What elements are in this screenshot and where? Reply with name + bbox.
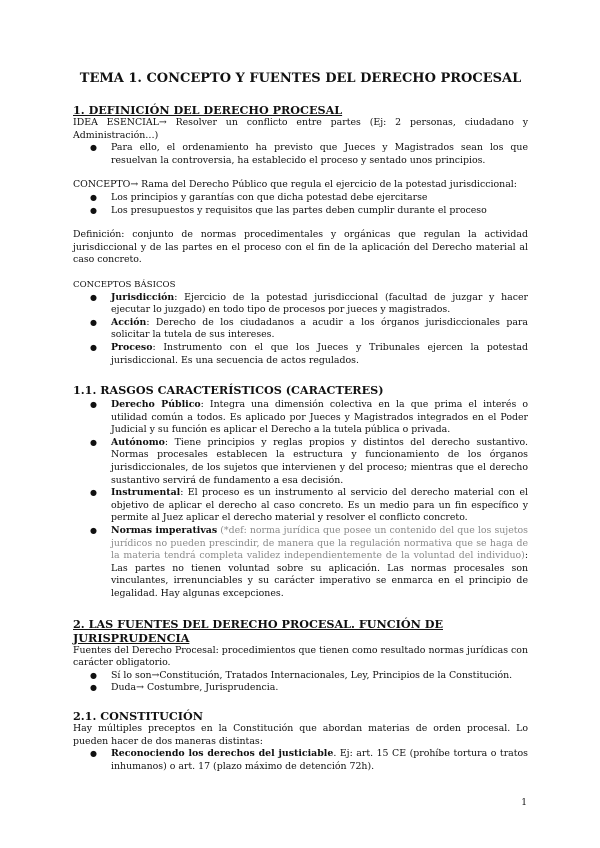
idea-list xyxy=(73,142,528,167)
bullet-icon: ● xyxy=(90,683,97,693)
constitucion-list xyxy=(73,748,528,773)
bullet-icon: ● xyxy=(90,143,97,153)
bullet-icon: ● xyxy=(90,192,97,202)
definicion: Definición: conjunto de normas procedimentales y orgánicas que regulan la actividad jurisdiccional y de las partes en el proceso con el fin de la aplicación del Derecho material al caso concreto. xyxy=(73,229,528,266)
bullet-icon: ● xyxy=(90,317,97,327)
list-item: ● Proceso: Instrumento con el que los Jueces y Tribunales ejercen la potestad jurisdiccional. Es una secuencia de actos regulados. xyxy=(90,341,528,366)
list-item: ● Sí lo son→Constitución, Tratados Internacionales, Ley, Principios de la Constitución. xyxy=(90,669,513,681)
page-number: 1 xyxy=(521,798,527,808)
page-title: TEMA 1. CONCEPTO Y FUENTES DEL DERECHO PROCESAL xyxy=(79,71,522,86)
bullet-icon: ● xyxy=(90,526,97,536)
list-item: ● Los principios y garantías con que dicha potestad debe ejercitarse xyxy=(90,191,428,203)
rasgos-list xyxy=(73,399,528,601)
bullet-icon: ● xyxy=(90,400,97,410)
list-item: ● Jurisdicción: Ejercicio de la potestad jurisdiccional (facultad de juzgar y hacer ejecutar lo juzgado) en todo tipo de procesos por jueces y magistrados. xyxy=(90,291,528,316)
concepto: CONCEPTO→ Rama del Derecho Público que regula el ejercicio de la potestad jurisdiccional: xyxy=(73,179,517,191)
definition-note: (*def: norma jurídica que posee un contenido del que los sujetos jurídicos no pueden prescindir, de manera que la regulación normativa que se haga de la materia tendrá completa validez independientemente de la voluntad del individuo) xyxy=(111,525,528,562)
list-item: ● Normas imperativas (*def: norma jurídica que posee un contenido del que los sujetos jurídicos no pueden prescindir, de manera que la regulación normativa que se haga de la materia tendrá completa validez independientemente de la voluntad del individuo): Las partes no tienen voluntad sobre su aplicación. Las normas procesales son vinculantes, irrenunciables y su carácter imperativo se enmarca en el principio de legalidad. Hay algunas excepciones. xyxy=(90,525,528,599)
fuentes-intro: Fuentes del Derecho Procesal: procedimientos que tienen como resultado normas jurídicas con carácter obligatorio. xyxy=(73,644,528,669)
list-item: ● Instrumental: El proceso es un instrumento al servicio del derecho material con el objetivo de aplicar el derecho al caso concreto. Es un medio para un fin específico y permite al Juez aplicar el derecho material y resolver el conflicto concreto. xyxy=(90,487,528,524)
bullet-icon: ● xyxy=(90,749,97,759)
section-2-1-heading: 2.1. CONSTITUCIÓN xyxy=(73,708,203,723)
list-item: ● Acción: Derecho de los ciudadanos a acudir a los órganos jurisdiccionales para solicitar la tutela de sus intereses. xyxy=(90,316,528,341)
bullet-icon: ● xyxy=(90,437,97,447)
section-2-heading: 2. LAS FUENTES DEL DERECHO PROCESAL. FUNCIÓN DE JURISPRUDENCIA xyxy=(73,616,443,645)
list-item: ● Autónomo: Tiene principios y reglas propios y distintos del derecho sustantivo. Normas procesales establecen la estructura y funcionamiento de los órganos jurisdiccionales, de los sujetos que intervienen y del proceso; mientras que el derecho sustantivo servirá de fundamento a esa decisión. xyxy=(90,436,528,486)
bullet-icon: ● xyxy=(90,205,97,215)
conceptos-basicos-list xyxy=(73,292,528,368)
idea-esencial: IDEA ESENCIAL→ Resolver un conflicto entre partes (Ej: 2 personas, ciudadano y Administración…) xyxy=(73,117,528,141)
page-content xyxy=(73,71,528,773)
list-item: ● Derecho Público: Integra una dimensión colectiva en la que prima el interés o utilidad común a todos. Es aplicado por Jueces y Magistrados integrados en el Poder Judicial y su función es aplicar el Derecho a la tutela pública o privada. xyxy=(90,399,528,436)
bullet-icon: ● xyxy=(90,292,97,302)
fuentes-list xyxy=(73,670,528,695)
section-1-1-heading: 1.1. RASGOS CARACTERÍSTICOS (CARACTERES) xyxy=(73,383,384,398)
list-item: ● Reconociendo los derechos del justiciable. Ej: art. 15 CE (prohíbe tortura o tratos inhumanos) o art. 17 (plazo máximo de detención 72h). xyxy=(90,748,528,772)
list-item: ● Los presupuestos y requisitos que las partes deben cumplir durante el proceso xyxy=(90,204,487,216)
list-item: ● Para ello, el ordenamiento ha previsto que Jueces y Magistrados sean los que resuelvan la controversia, ha establecido el proceso y sentado unos principios. xyxy=(90,142,528,166)
list-item: ● Duda→ Costumbre, Jurisprudencia. xyxy=(90,682,279,694)
concepto-list xyxy=(73,192,528,217)
bullet-icon: ● xyxy=(90,488,97,498)
conceptos-basicos-label: CONCEPTOS BÁSICOS xyxy=(73,279,176,290)
bullet-icon: ● xyxy=(90,670,97,680)
section-1-heading: 1. DEFINICIÓN DEL DERECHO PROCESAL xyxy=(73,103,343,117)
constitucion-intro: Hay múltiples preceptos en la Constitución que abordan materias de orden procesal. Lo pueden hacer de dos maneras distintas: xyxy=(73,722,528,747)
bullet-icon: ● xyxy=(90,342,97,352)
